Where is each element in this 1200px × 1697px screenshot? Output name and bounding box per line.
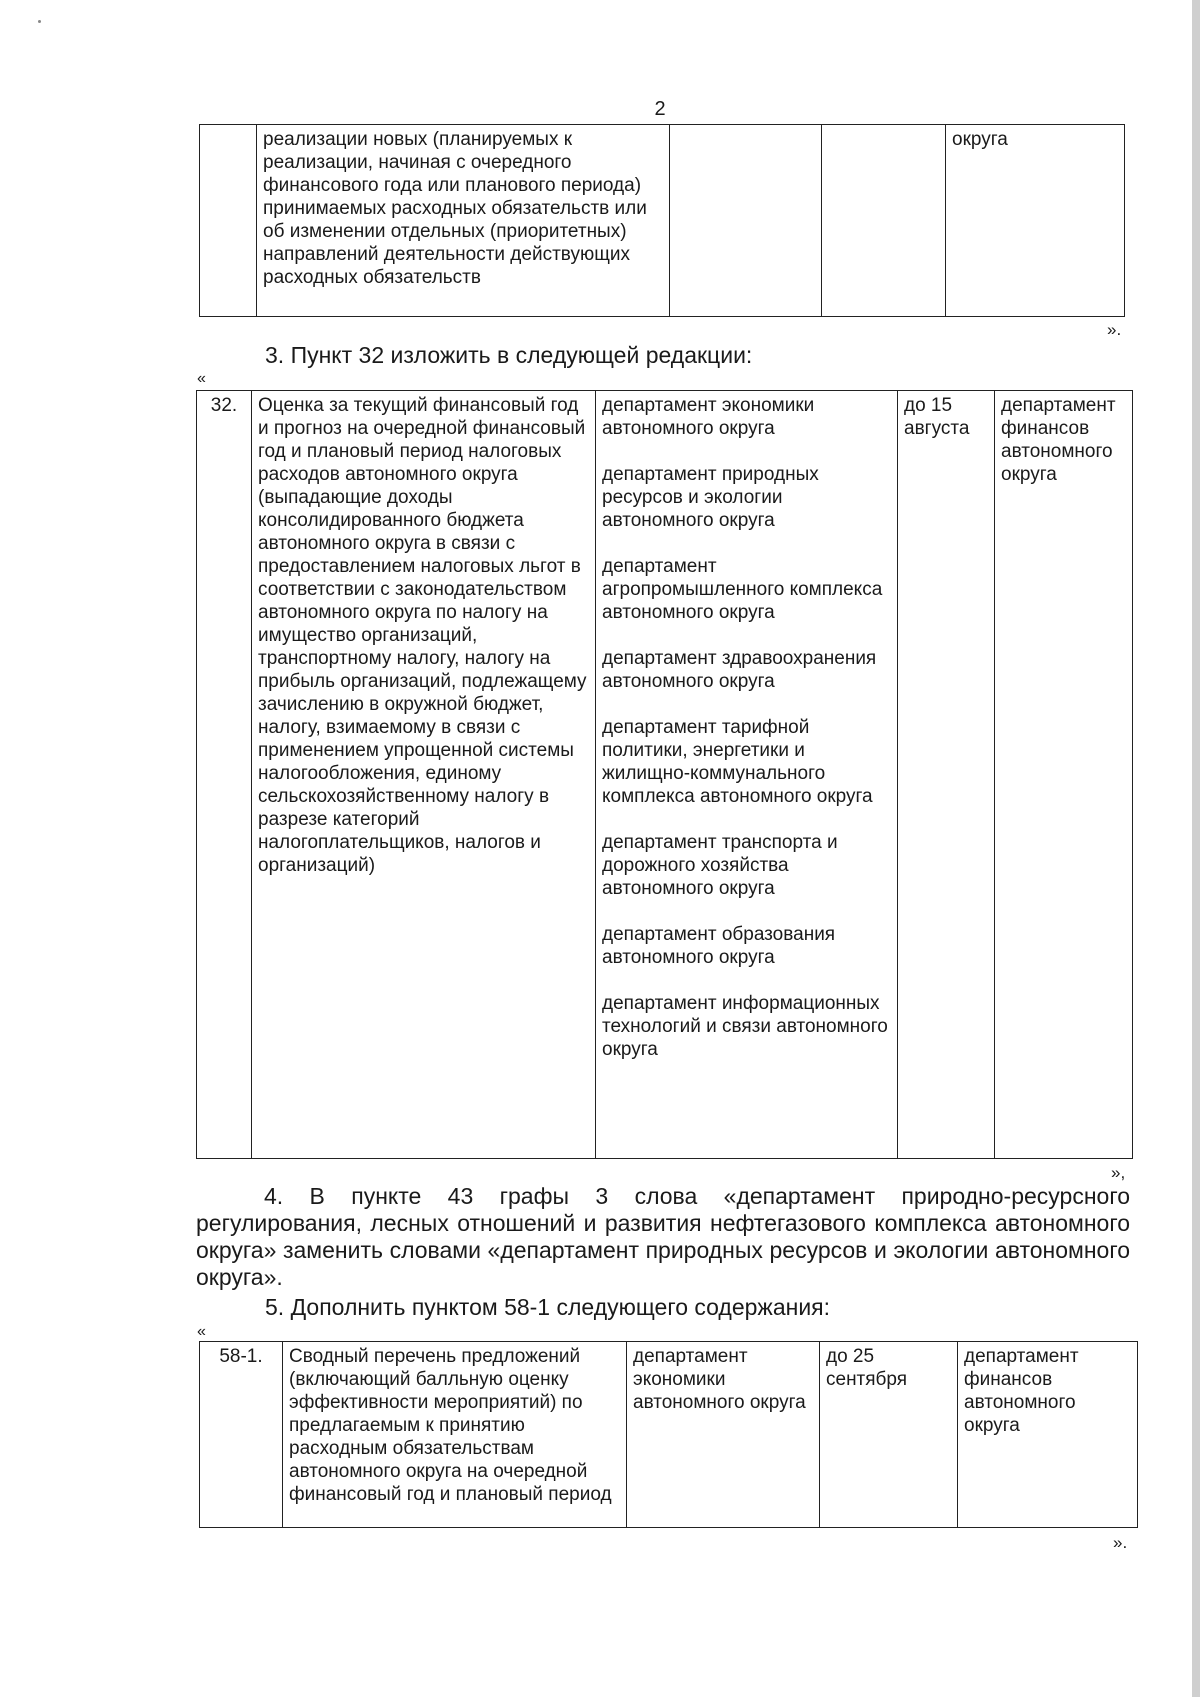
table-item-32: [196, 390, 1133, 1159]
cell-executor: департамент экономики автономного округа: [627, 1342, 820, 1528]
closing-quote-2: »,: [1111, 1163, 1126, 1182]
executor-item: департамент тарифной политики, энергетики и жилищно-коммунального комплекса автономного округа: [602, 717, 873, 807]
executor-item: департамент агропромышленного комплекса автономного округа: [602, 556, 883, 623]
table-item-58-1: [199, 1341, 1138, 1528]
page-number: 2: [654, 98, 666, 120]
cell-deadline: до 25 сентября: [820, 1342, 958, 1528]
executor-item: департамент природных ресурсов и экологии автономного округа: [602, 464, 819, 531]
cell-number: [200, 125, 257, 317]
cell-deadline: до 15 августа: [898, 391, 995, 1159]
section-5-heading: 5. Дополнить пунктом 58-1 следующего содержания:: [265, 1294, 831, 1320]
scan-speck: [38, 20, 41, 23]
opening-quote-2: «: [197, 1323, 206, 1340]
cell-description: Сводный перечень предложений (включающий балльную оценку эффективности мероприятий) по предлагаемым к принятию расходным обязательствам автономного округа на очередной финансовый год и плановый период: [283, 1342, 627, 1528]
executor-item: департамент образования автономного округа: [602, 924, 836, 968]
closing-quote-1: ».: [1107, 320, 1122, 339]
section-3-heading: 3. Пункт 32 изложить в следующей редакции:: [265, 342, 753, 368]
section-4-paragraph: 4. В пункте 43 графы 3 слова «департамент природно-ресурсного регулирования, лесных отношений и развития нефтегазового комплекса автономного округа» заменить словами «департамент природных ресурсов и экологии автономного округа».: [196, 1183, 1130, 1290]
cell-deadline: [822, 125, 946, 317]
page-edge: [1192, 0, 1200, 1697]
table-row: [200, 125, 1125, 317]
cell-recipient: департамент финансов автономного округа: [958, 1342, 1138, 1528]
cell-number: 58-1.: [200, 1342, 283, 1528]
opening-quote-1: «: [197, 370, 206, 387]
executor-item: департамент транспорта и дорожного хозяйства автономного округа: [602, 832, 838, 899]
cell-number: 32.: [197, 391, 252, 1159]
table-row: [197, 391, 1133, 1159]
table-row: [200, 1342, 1138, 1528]
cell-recipient: округа: [946, 125, 1125, 317]
cell-executors: [596, 391, 898, 1159]
cell-description: Оценка за текущий финансовый год и прогноз на очередной финансовый год и плановый период налоговых расходов автономного округа (выпадающие доходы консолидированного бюджета автономного округа в связи с предоставлением налоговых льгот в соответствии с законодательством автономного округа по налогу на имущество организаций, транспортному налогу, налогу на прибыль организаций, подлежащему зачислению в окружной бюджет, налогу, взимаемому в связи с применением упрощенной системы налогообложения, единому сельскохозяйственному налогу в разрезе категорий налогоплательщиков, налогов и организаций): [252, 391, 596, 1159]
closing-quote-3: ».: [1113, 1533, 1128, 1552]
executor-item: департамент информационных технологий и связи автономного округа: [602, 993, 888, 1060]
cell-description: реализации новых (планируемых к реализации, начиная с очередного финансового года или планового периода) принимаемых расходных обязательств или об изменении отдельных (приоритетных) направлений деятельности действующих расходных обязательств: [257, 125, 670, 317]
table-continuation: [199, 124, 1125, 317]
cell-executor: [670, 125, 822, 317]
executor-item: департамент экономики автономного округа: [602, 395, 815, 439]
cell-recipient: департамент финансов автономного округа: [995, 391, 1133, 1159]
executor-item: департамент здравоохранения автономного округа: [602, 648, 877, 692]
